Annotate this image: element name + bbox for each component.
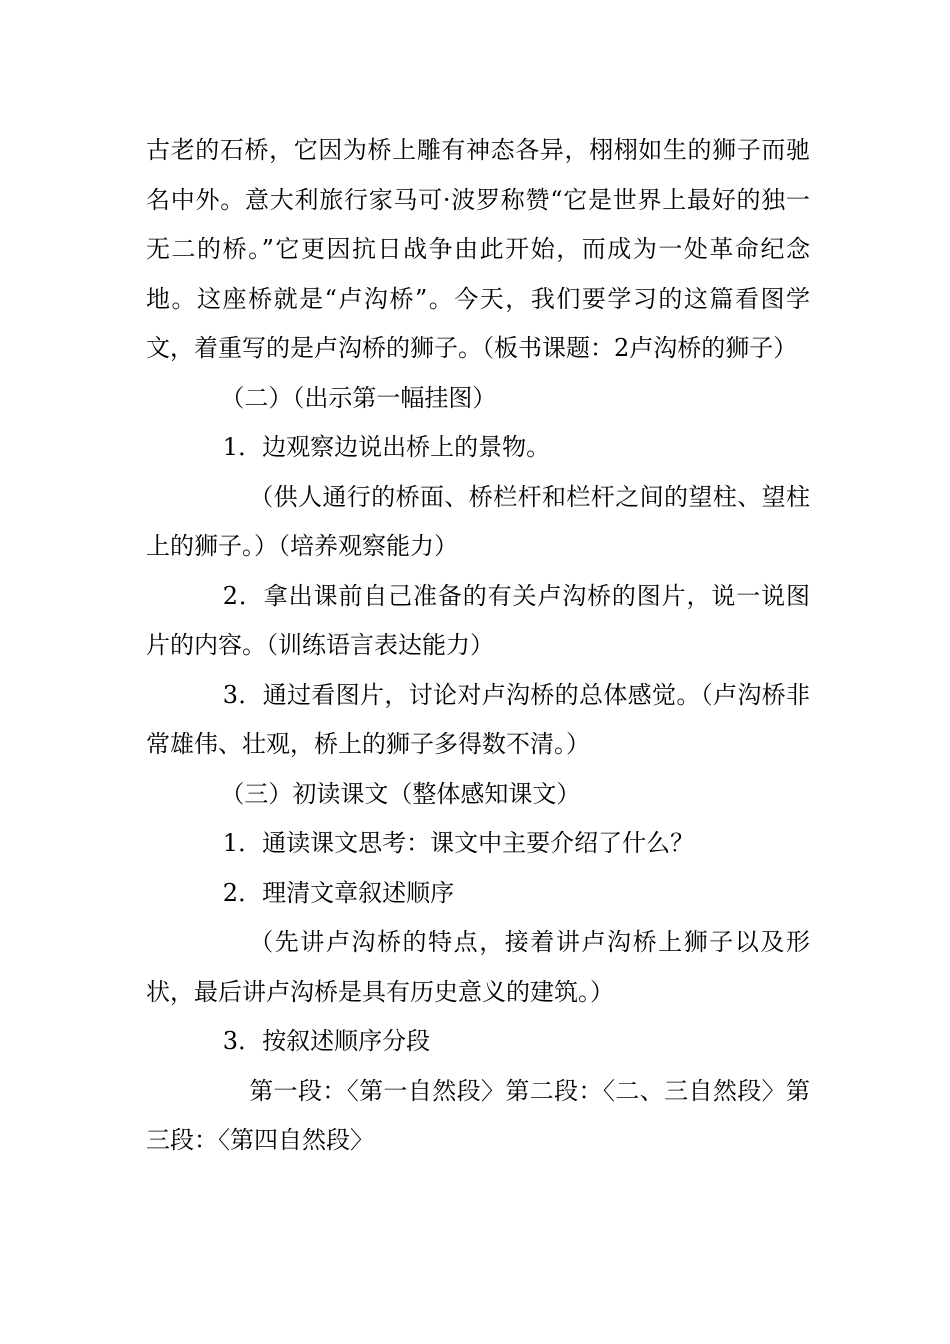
answer-note: （供人通行的桥面、桥栏杆和栏杆之间的望柱、望柱上的狮子。）（培养观察能力） [146,482,810,560]
section-heading-3: （三）初读课文（整体感知课文） [220,779,581,808]
list-item: 2．理清文章叙述顺序 [222,878,455,907]
list-item: 3．通过看图片，讨论对卢沟桥的总体感觉。（卢沟桥非常雄伟、壮观，桥上的狮子多得数不清。） [146,680,810,758]
document-body [146,126,810,1166]
list-item: 2．拿出课前自己准备的有关卢沟桥的图片，说一说图片的内容。（训练语言表达能力） [146,581,810,659]
section-heading-2: （二）（出示第一幅挂图） [220,383,497,412]
answer-note: （先讲卢沟桥的特点，接着讲卢沟桥上狮子以及形状，最后讲卢沟桥是具有历史意义的建筑。） [146,928,810,1006]
list-item: 3．按叙述顺序分段 [222,1027,431,1055]
paragraph-segments: 第一段：〈第一自然段〉第二段：〈二、三自然段〉第三段：〈第四自然段〉 [146,1076,810,1154]
paragraph-intro: 古老的石桥，它因为桥上雕有神态各异，栩栩如生的狮子而驰名中外。意大利旅行家马可·波罗称赞“它是世界上最好的独一无二的桥。”它更因抗日战争由此开始，而成为一处革命纪念地。这座桥就是“卢沟桥”。今天，我们要学习的这篇看图学文，着重写的是卢沟桥的狮子。（板书课题：2卢沟桥的狮子） [146,136,810,362]
list-item: 1．通读课文思考：课文中主要介绍了什么？ [222,829,695,857]
list-item: 1．边观察边说出桥上的景物。 [222,433,551,461]
